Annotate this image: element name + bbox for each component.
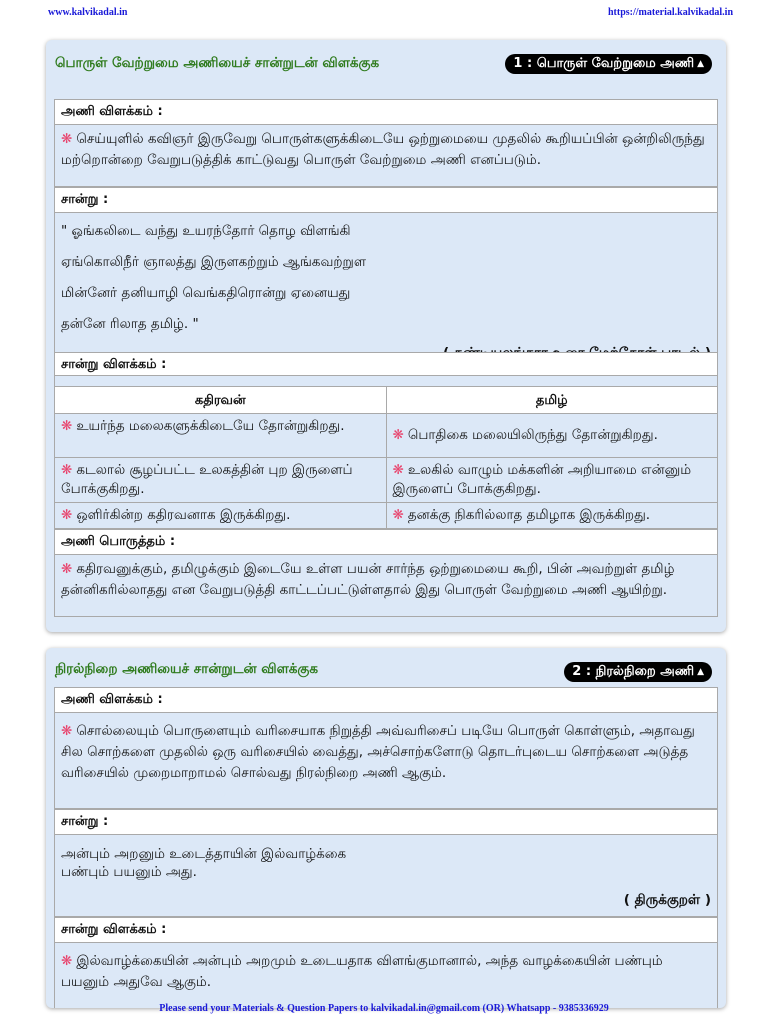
question-title: நிரல்நிறை அணியைச் சான்றுடன் விளக்குக	[55, 661, 318, 677]
table-cell	[55, 458, 387, 503]
asterisk-icon: ❋	[61, 507, 73, 523]
explanation-section	[54, 917, 718, 1008]
question-card-2	[46, 648, 726, 1008]
asterisk-icon: ❋	[392, 507, 404, 523]
asterisk-icon: ❋	[61, 131, 73, 147]
poem-line: தன்னே ரிலாத தமிழ். "	[61, 316, 199, 332]
asterisk-icon: ❋	[61, 462, 73, 478]
cell-text: தனக்கு நிகரில்லாத தமிழாக இருக்கிறது.	[407, 507, 651, 523]
section-label: சான்று விளக்கம் :	[54, 917, 718, 943]
section-label: சான்று :	[54, 187, 718, 213]
cell-text: கடலால் சூழப்பட்ட உலகத்தின் புற இருளைப் போக்குகிறது.	[61, 462, 353, 497]
cell-text: உலகில் வாழும் மக்களின் அறியாமை என்னும் இருளைப் போக்குகிறது.	[392, 462, 692, 497]
spacer	[54, 376, 718, 386]
table-cell	[386, 458, 718, 503]
poem-block	[54, 213, 718, 353]
section-label: அணி விளக்கம் :	[54, 99, 718, 125]
answer-badge[interactable]	[505, 54, 712, 74]
definition-section	[54, 687, 718, 809]
table-row	[55, 503, 718, 529]
badge-label: 1 : பொருள் வேற்றுமை அணி	[513, 56, 695, 71]
comparison-table	[54, 386, 718, 529]
asterisk-icon: ❋	[392, 427, 404, 443]
poem-source: ( திருக்குறள் )	[623, 892, 711, 908]
cell-text: உயர்ந்த மலைகளுக்கிடையே தோன்றுகிறது.	[76, 418, 345, 434]
table-cell	[55, 414, 387, 458]
fit-body: கதிரவனுக்கும், தமிழுக்கும் இடையே உள்ள பயன் சார்ந்த ஒற்றுமையை கூறி, பின் அவற்றுள் தமிழ் தன்னிகரில்லாதது என வேறுபடுத்தி காட்டப்பட்டுள்ளதால் இது பொருள் வேற்றுமை அணி ஆயிற்று.	[61, 561, 675, 598]
poem-block	[54, 835, 718, 917]
asterisk-icon: ❋	[61, 953, 73, 969]
cell-text: பொதிகை மலையிலிருந்து தோன்றுகிறது.	[407, 427, 658, 443]
answer-badge[interactable]	[564, 662, 712, 682]
asterisk-icon: ❋	[61, 723, 73, 739]
poem-line: ஏங்கொலிநீர் ஞாலத்து இருளகற்றும் ஆங்கவற்றுள	[61, 254, 367, 270]
definition-body: சொல்லையும் பொருளையும் வரிசையாக நிறுத்தி அவ்வரிசைப் படியே பொருள் கொள்ளும், அதாவது சில சொற்களை முதலில் ஒரு வரிசையில் வைத்து, அச்சொற்களோடு தொடர்புடைய சொற்களை அடுத்த வரிசையில் முறைமாறாமல் சொல்வது நிரல்நிறை அணி ஆகும்.	[61, 723, 695, 781]
section-label: சான்று விளக்கம் :	[54, 352, 718, 376]
section-label: அணி பொருத்தம் :	[54, 529, 718, 555]
definition-text	[54, 713, 718, 809]
table-row	[55, 458, 718, 503]
fit-section	[54, 529, 718, 617]
table-cell	[55, 503, 387, 529]
definition-body: செய்யுளில் கவிஞர் இருவேறு பொருள்களுக்கிடையே ஒற்றுமையை முதலில் கூறியப்பின் ஒன்றிலிருந்து மற்றொன்றை வேறுபடுத்திக் காட்டுவது பொருள் வேற்றுமை அணி எனப்படும்.	[61, 131, 705, 168]
table-row	[55, 414, 718, 458]
poem-line: பண்பும் பயனும் அது.	[61, 864, 197, 880]
section-label: சான்று :	[54, 809, 718, 835]
explanation-body: இல்வாழ்க்கையின் அன்பும் அறமும் உடையதாக விளங்குமானால், அந்த வாழக்கையின் பண்பும் பயனும் அதுவே ஆகும்.	[61, 953, 663, 990]
caret-up-icon: ▲	[697, 59, 704, 69]
table-header-row	[55, 387, 718, 414]
cell-text: ஒளிர்கின்ற கதிரவனாக இருக்கிறது.	[76, 507, 291, 523]
question-title: பொருள் வேற்றுமை அணியைச் சான்றுடன் விளக்குக	[55, 55, 380, 71]
definition-section	[54, 99, 718, 187]
card-header	[46, 648, 726, 686]
poem-line: " ஓங்கலிடை வந்து உயரந்தோர் தொழ விளங்கி	[61, 223, 351, 239]
header-link-left[interactable]: www.kalvikadal.in	[48, 7, 128, 18]
asterisk-icon: ❋	[61, 418, 73, 434]
column-header: கதிரவன்	[55, 387, 387, 414]
footer-note: Please send your Materials & Question Papers to kalvikadal.in@gmail.com (OR) Whatsapp - 9385336929	[159, 1003, 609, 1014]
table-cell	[386, 503, 718, 529]
fit-text	[54, 555, 718, 617]
asterisk-icon: ❋	[61, 561, 73, 577]
definition-text	[54, 125, 718, 187]
explanation-text	[54, 943, 718, 1008]
top-bar	[0, 0, 768, 24]
badge-label: 2 : நிரல்நிறை அணி	[572, 664, 695, 679]
poem-line: மின்னேர் தனியாழி வெங்கதிரொன்று ஏனையது	[61, 285, 351, 301]
section-label: அணி விளக்கம் :	[54, 687, 718, 713]
table-cell	[386, 414, 718, 458]
card-header	[46, 40, 726, 98]
caret-up-icon: ▲	[697, 667, 704, 677]
poem-line: அன்பும் அறனும் உடைத்தாயின் இல்வாழ்க்கை	[61, 846, 347, 862]
explanation-section	[54, 352, 718, 529]
example-section	[54, 809, 718, 917]
question-card-1	[46, 40, 726, 632]
example-section	[54, 187, 718, 353]
header-link-right[interactable]: https://material.kalvikadal.in	[607, 7, 733, 18]
column-header: தமிழ்	[386, 387, 718, 414]
asterisk-icon: ❋	[392, 462, 404, 478]
